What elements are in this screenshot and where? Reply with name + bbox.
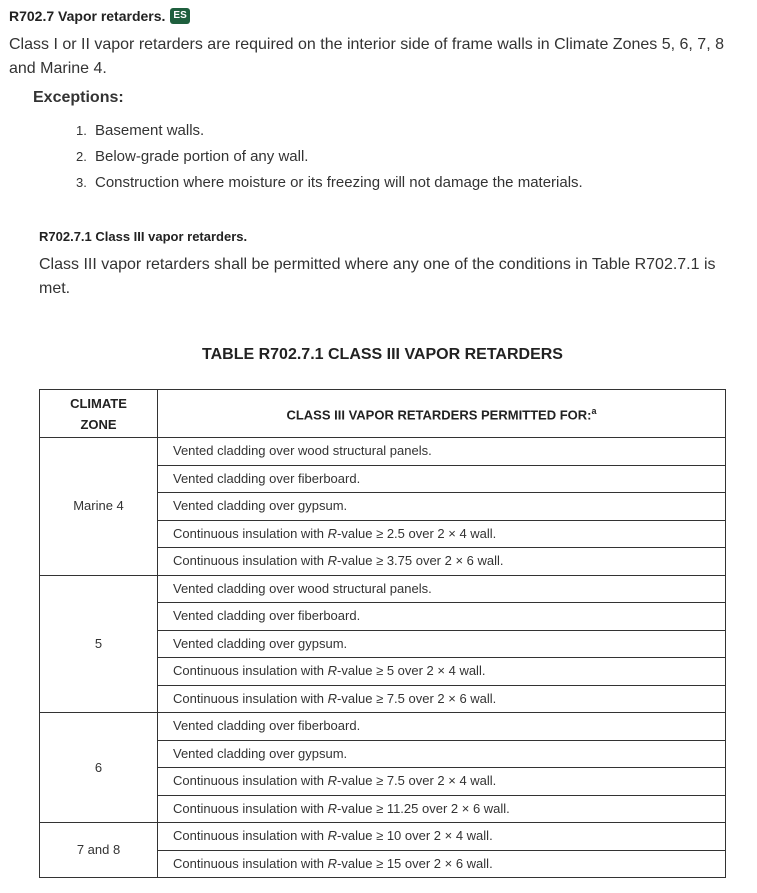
r-value-symbol: R xyxy=(327,773,338,789)
climate-zone-cell: 7 and 8 xyxy=(40,823,158,878)
condition-text: Continuous insulation with xyxy=(173,800,328,816)
r-value-symbol: R xyxy=(327,855,338,871)
r-value-symbol: R xyxy=(327,828,338,844)
condition-text-rest: -value ≥ 11.25 over 2 × 6 wall. xyxy=(337,800,510,816)
r-value-symbol: R xyxy=(327,690,338,706)
condition-text: Vented cladding over gypsum. xyxy=(173,635,348,651)
permitted-condition-cell xyxy=(158,823,726,851)
condition-text: Continuous insulation with xyxy=(173,525,328,541)
condition-text-rest: -value ≥ 3.75 over 2 × 6 wall. xyxy=(337,553,504,569)
condition-text-rest: -value ≥ 2.5 over 2 × 4 wall. xyxy=(337,525,497,541)
condition-text: Continuous insulation with xyxy=(173,828,328,844)
permitted-condition-cell xyxy=(158,795,726,823)
permitted-condition-cell xyxy=(158,438,726,466)
permitted-condition-cell xyxy=(158,768,726,796)
table-row xyxy=(40,438,726,466)
condition-text-rest: -value ≥ 5 over 2 × 4 wall. xyxy=(337,663,486,679)
subsection-body-text: Class III vapor retarders shall be permitted where any one of the conditions in Table R702.7.1 is met. xyxy=(39,256,716,297)
exception-item xyxy=(76,118,583,144)
r-value-symbol: R xyxy=(327,525,338,541)
subsection-heading: R702.7.1 Class III vapor retarders. xyxy=(39,229,248,244)
exception-number: 3. xyxy=(76,175,87,190)
exception-item xyxy=(76,144,583,170)
zone-header-line2: ZONE xyxy=(80,416,117,432)
condition-text: Vented cladding over wood structural panels. xyxy=(173,443,432,459)
exceptions-title: Exceptions: xyxy=(33,89,124,106)
condition-text: Continuous insulation with xyxy=(173,773,328,789)
section-body-text: Class I or II vapor retarders are required on the interior side of frame walls in Climate Zones 5, 6, 7, 8 and Marine 4. xyxy=(9,36,724,77)
r-value-symbol: R xyxy=(327,663,338,679)
r-value-symbol: R xyxy=(327,553,338,569)
condition-text-rest: -value ≥ 7.5 over 2 × 6 wall. xyxy=(337,690,497,706)
footnote-mark[interactable]: a xyxy=(591,406,597,417)
permitted-header xyxy=(158,390,726,438)
permitted-condition-cell xyxy=(158,740,726,768)
condition-text: Vented cladding over fiberboard. xyxy=(173,608,361,624)
table-row xyxy=(40,823,726,851)
table-row xyxy=(40,713,726,741)
condition-text: Continuous insulation with xyxy=(173,663,328,679)
permitted-condition-cell xyxy=(158,658,726,686)
climate-zone-cell: Marine 4 xyxy=(40,438,158,576)
permitted-condition-cell xyxy=(158,465,726,493)
table-body xyxy=(40,438,726,878)
condition-text-rest: -value ≥ 15 over 2 × 6 wall. xyxy=(337,855,493,871)
condition-text-rest: -value ≥ 7.5 over 2 × 4 wall. xyxy=(337,773,497,789)
r-value-symbol: R xyxy=(327,800,338,816)
permitted-header-text: CLASS III VAPOR RETARDERS PERMITTED FOR: xyxy=(286,407,592,423)
zone-header-line1: CLIMATE xyxy=(70,395,127,411)
exception-list xyxy=(76,118,583,196)
condition-text: Continuous insulation with xyxy=(173,553,328,569)
condition-text: Vented cladding over gypsum. xyxy=(173,498,348,514)
condition-text: Vented cladding over fiberboard. xyxy=(173,718,361,734)
condition-text: Vented cladding over fiberboard. xyxy=(173,470,361,486)
condition-text: Continuous insulation with xyxy=(173,855,328,871)
permitted-condition-cell xyxy=(158,630,726,658)
climate-zone-cell: 6 xyxy=(40,713,158,823)
permitted-condition-cell xyxy=(158,575,726,603)
permitted-condition-cell xyxy=(158,493,726,521)
exception-number: 2. xyxy=(76,149,87,164)
section-heading xyxy=(9,8,190,24)
permitted-condition-cell xyxy=(158,603,726,631)
climate-zone-cell: 5 xyxy=(40,575,158,713)
permitted-condition-cell xyxy=(158,685,726,713)
permitted-condition-cell xyxy=(158,520,726,548)
permitted-condition-cell xyxy=(158,713,726,741)
permitted-condition-cell xyxy=(158,850,726,878)
exception-item xyxy=(76,170,583,196)
condition-text-rest: -value ≥ 10 over 2 × 4 wall. xyxy=(337,828,493,844)
permitted-condition-cell xyxy=(158,548,726,576)
exception-text: Construction where moisture or its freezing will not damage the materials. xyxy=(95,174,583,191)
condition-text: Vented cladding over gypsum. xyxy=(173,745,348,761)
condition-text: Continuous insulation with xyxy=(173,690,328,706)
table-header-row xyxy=(40,390,726,438)
exception-text: Basement walls. xyxy=(95,122,205,139)
exception-text: Below-grade portion of any wall. xyxy=(95,148,309,165)
climate-zone-header xyxy=(40,390,158,438)
es-badge[interactable]: ES xyxy=(170,8,189,24)
section-heading-text: R702.7 Vapor retarders. xyxy=(9,8,166,24)
table-title: TABLE R702.7.1 CLASS III VAPOR RETARDERS xyxy=(202,346,563,363)
exception-number: 1. xyxy=(76,123,87,138)
condition-text: Vented cladding over wood structural panels. xyxy=(173,580,432,596)
table-row xyxy=(40,575,726,603)
vapor-retarder-table xyxy=(39,389,726,878)
